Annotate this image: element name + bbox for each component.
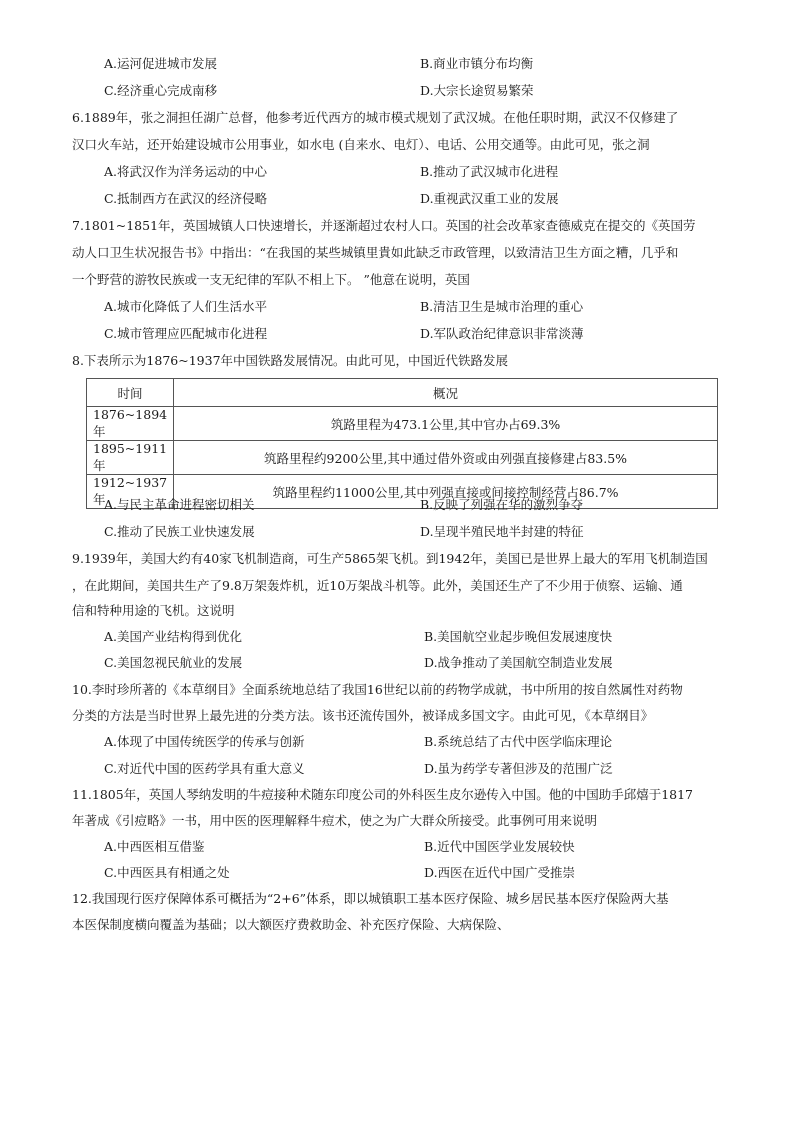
q9-stem-line-3: 信和特种用途的飞机。这说明 bbox=[72, 603, 235, 618]
railway-table bbox=[86, 378, 718, 509]
q9-stem-line-1: 9.1939年，美国大约有40家飞机制造商，可生产5865架飞机。到1942年，美国已是世界上最大的军用飞机制造国 bbox=[72, 551, 708, 566]
q9-stem-line-2: ，在此期间，美国共生产了9.8万架轰炸机，近10万架战斗机等。此外，美国还生产了不少用于侦察、运输、通 bbox=[72, 578, 683, 593]
table-header-row bbox=[87, 379, 718, 407]
table-cell-overview: 筑路里程约9200公里,其中通过借外资或由列强直接修建占83.5% bbox=[174, 441, 718, 475]
q11-option-d: D.西医在近代中国广受推崇 bbox=[424, 865, 576, 880]
q9-option-a: A.美国产业结构得到优化 bbox=[104, 629, 243, 644]
q8-stem-line-1: 8.下表所示为1876~1937年中国铁路发展情况。由此可见，中国近代铁路发展 bbox=[72, 353, 509, 368]
q6-stem-line-2: 汉口火车站，还开始建设城市公用事业，如水电 (自来水、电灯）、电话、公用交通等。由此可见，张之洞 bbox=[72, 137, 650, 152]
q6-option-b: B.推动了武汉城市化进程 bbox=[420, 164, 559, 179]
q5-option-b: B.商业市镇分布均衡 bbox=[420, 56, 534, 71]
q11-stem-line-2: 年著成《引痘略》一书，用中医的医理解释牛痘术，使之为广大群众所接受。此事例可用来说明 bbox=[72, 813, 598, 828]
q7-option-c: C.城市管理应匹配城市化进程 bbox=[104, 326, 268, 341]
q8-option-d: D.呈现半殖民地半封建的特征 bbox=[420, 524, 584, 539]
table-cell-period: 1895~1911年 bbox=[87, 441, 174, 475]
q8-option-b: B.反映了列强在华的激烈争夺 bbox=[420, 497, 584, 512]
q5-option-d: D.大宗长途贸易繁荣 bbox=[420, 83, 534, 98]
q6-option-d: D.重视武汉重工业的发展 bbox=[420, 191, 559, 206]
table-row bbox=[87, 407, 718, 441]
table-cell-period: 1876~1894年 bbox=[87, 407, 174, 441]
q10-option-c: C.对近代中国的医药学具有重大意义 bbox=[104, 761, 305, 776]
q10-option-d: D.虽为药学专著但涉及的范围广泛 bbox=[424, 761, 613, 776]
q6-option-c: C.抵制西方在武汉的经济侵略 bbox=[104, 191, 268, 206]
q8-option-a: A.与民主革命进程密切相关 bbox=[104, 497, 255, 512]
q11-option-c: C.中西医具有相通之处 bbox=[104, 865, 230, 880]
table-cell-overview: 筑路里程为473.1公里,其中官办占69.3% bbox=[174, 407, 718, 441]
q7-stem-line-3: 一个野营的游牧民族或一支无纪律的军队不相上下。 ”他意在说明，英国 bbox=[72, 272, 470, 287]
table-row bbox=[87, 441, 718, 475]
q7-stem-line-1: 7.1801~1851年，英国城镇人口快速增长，并逐渐超过农村人口。英国的社会改革家查德威克在提交的《英国劳 bbox=[72, 218, 696, 233]
q9-option-d: D.战争推动了美国航空制造业发展 bbox=[424, 655, 613, 670]
q10-option-a: A.体现了中国传统医学的传承与创新 bbox=[104, 734, 305, 749]
table-header-overview: 概况 bbox=[174, 379, 718, 407]
q11-stem-line-1: 11.1805年，英国人琴纳发明的牛痘接种术随东印度公司的外科医生皮尔逊传入中国。他的中国助手邱熺于1817 bbox=[72, 787, 694, 802]
q5-option-a: A.运河促进城市发展 bbox=[104, 56, 218, 71]
q7-option-b: B.清洁卫生是城市治理的重心 bbox=[420, 299, 584, 314]
q11-option-b: B.近代中国医学业发展较快 bbox=[424, 839, 575, 854]
q7-option-a: A.城市化降低了人们生活水平 bbox=[104, 299, 268, 314]
q10-stem-line-1: 10.李时珍所著的《本草纲目》全面系统地总结了我国16世纪以前的药物学成就，书中所用的按自然属性对药物 bbox=[72, 682, 683, 697]
q7-option-d: D.军队政治纪律意识非常淡薄 bbox=[420, 326, 584, 341]
q8-option-c: C.推动了民族工业快速发展 bbox=[104, 524, 255, 539]
q6-stem-line-1: 6.1889年，张之洞担任湖广总督，他参考近代西方的城市模式规划了武汉城。在他任职时期，武汉不仅修建了 bbox=[72, 110, 679, 125]
q6-option-a: A.将武汉作为洋务运动的中心 bbox=[104, 164, 268, 179]
q7-stem-line-2: 动人口卫生状况报告书》中指出：“在我国的某些城镇里貴如此缺乏市政管理，以致清洁卫生方面之糟，几乎和 bbox=[72, 245, 679, 260]
table-cell-period: 1912~1937年 bbox=[87, 475, 174, 509]
q9-option-c: C.美国忽视民航业的发展 bbox=[104, 655, 243, 670]
q12-stem-line-1: 12.我国现行医疗保障体系可概括为“2+6”体系，即以城镇职工基本医疗保险、城乡居民基本医疗保险两大基 bbox=[72, 891, 669, 906]
q11-option-a: A.中西医相互借鉴 bbox=[104, 839, 205, 854]
q12-stem-line-2: 本医保制度横向覆盖为基础；以大额医疗费救助金、补充医疗保险、大病保险、 bbox=[72, 917, 510, 932]
q9-option-b: B.美国航空业起步晚但发展速度快 bbox=[424, 629, 613, 644]
q10-option-b: B.系统总结了古代中医学临床理论 bbox=[424, 734, 613, 749]
q10-stem-line-2: 分类的方法是当时世界上最先进的分类方法。该书还流传国外，被译成多国文字。由此可见，《本草纲目》 bbox=[72, 708, 654, 723]
table-header-time: 时间 bbox=[87, 379, 174, 407]
q5-option-c: C.经济重心完成南移 bbox=[104, 83, 218, 98]
table-cell-overview: 筑路里程约11000公里,其中列强直接或间接控制经营占86.7% bbox=[174, 475, 718, 509]
